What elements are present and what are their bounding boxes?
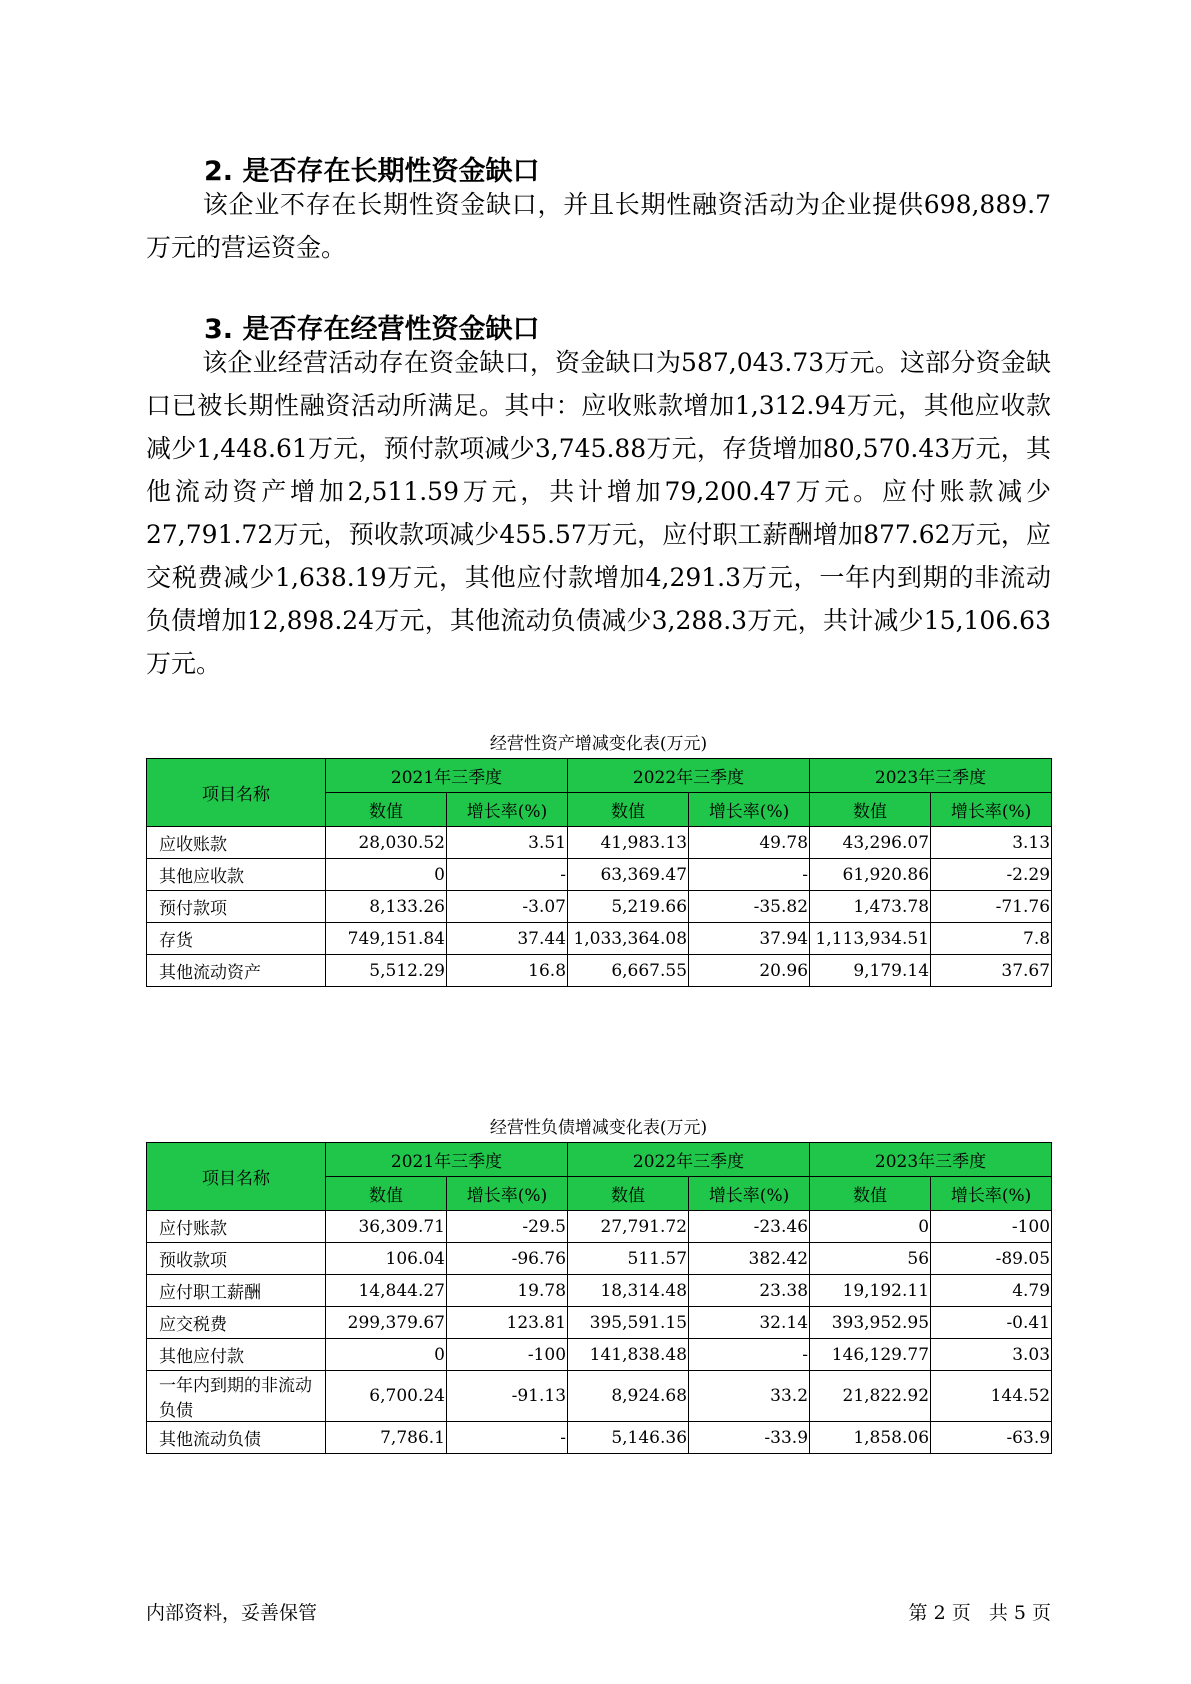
value-cell: 27,791.72	[568, 1211, 689, 1243]
growth-cell: -89.05	[931, 1243, 1052, 1275]
row-label: 应付账款	[147, 1211, 326, 1243]
value-cell: 6,667.55	[568, 955, 689, 987]
growth-cell: 33.2	[689, 1371, 810, 1422]
value-cell: 5,146.36	[568, 1422, 689, 1454]
growth-cell: 37.44	[447, 923, 568, 955]
value-cell: 5,219.66	[568, 891, 689, 923]
value-cell: 63,369.47	[568, 859, 689, 891]
growth-cell: 16.8	[447, 955, 568, 987]
header-period: 2022年三季度	[568, 1143, 810, 1177]
asset-table-caption: 经营性资产增减变化表(万元)	[489, 734, 708, 754]
growth-cell: -3.07	[447, 891, 568, 923]
row-label: 预收款项	[147, 1243, 326, 1275]
row-label: 其他应付款	[147, 1339, 326, 1371]
value-cell: 8,924.68	[568, 1371, 689, 1422]
growth-cell: 382.42	[689, 1243, 810, 1275]
row-label: 一年内到期的非流动负债	[147, 1371, 326, 1422]
table-row	[147, 1339, 1052, 1371]
liability-change-table	[146, 1142, 1052, 1454]
growth-cell: 3.13	[931, 827, 1052, 859]
row-label: 其他流动资产	[147, 955, 326, 987]
growth-cell: -	[447, 859, 568, 891]
header-value: 数值	[810, 1177, 931, 1211]
header-period: 2021年三季度	[326, 1143, 568, 1177]
header-item-name: 项目名称	[147, 759, 326, 827]
table-row	[147, 1275, 1052, 1307]
growth-cell: 37.67	[931, 955, 1052, 987]
table-row	[147, 1211, 1052, 1243]
growth-cell: -29.5	[447, 1211, 568, 1243]
value-cell: 1,033,364.08	[568, 923, 689, 955]
value-cell: 106.04	[326, 1243, 447, 1275]
growth-cell: 123.81	[447, 1307, 568, 1339]
header-value: 数值	[810, 793, 931, 827]
row-label: 其他流动负债	[147, 1422, 326, 1454]
value-cell: 1,113,934.51	[810, 923, 931, 955]
row-label: 预付款项	[147, 891, 326, 923]
growth-cell: -	[689, 1339, 810, 1371]
growth-cell: -96.76	[447, 1243, 568, 1275]
value-cell: 19,192.11	[810, 1275, 931, 1307]
table-row	[147, 1243, 1052, 1275]
asset-table-body	[147, 827, 1052, 987]
value-cell: 0	[326, 859, 447, 891]
value-cell: 41,983.13	[568, 827, 689, 859]
growth-cell: -33.9	[689, 1422, 810, 1454]
header-period: 2022年三季度	[568, 759, 810, 793]
growth-cell: 37.94	[689, 923, 810, 955]
value-cell: 8,133.26	[326, 891, 447, 923]
value-cell: 43,296.07	[810, 827, 931, 859]
row-label: 应收账款	[147, 827, 326, 859]
value-cell: 5,512.29	[326, 955, 447, 987]
growth-cell: -2.29	[931, 859, 1052, 891]
paragraph-operating-gap: 该企业经营活动存在资金缺口，资金缺口为587,043.73万元。这部分资金缺口已被长期性融资活动所满足。其中：应收账款增加1,312.94万元，其他应收款减少1,448.61万元，预付款项减少3,745.88万元，存货增加80,570.43万元，其他流动资产增加2,511.59万元，共计增加79,200.47万元。应付账款减少27,791.72万元，预收款项减少455.57万元，应付职工薪酬增加877.62万元，应交税费减少1,638.19万元，其他应付款增加4,291.3万元，一年内到期的非流动负债增加12,898.24万元，其他流动负债减少3,288.3万元，共计减少15,106.63万元。	[146, 348, 1051, 678]
row-label: 其他应收款	[147, 859, 326, 891]
growth-cell: -35.82	[689, 891, 810, 923]
growth-cell: -100	[931, 1211, 1052, 1243]
growth-cell: -	[689, 859, 810, 891]
growth-cell: 23.38	[689, 1275, 810, 1307]
growth-cell: -71.76	[931, 891, 1052, 923]
growth-cell: -100	[447, 1339, 568, 1371]
growth-cell: -63.9	[931, 1422, 1052, 1454]
growth-cell: 20.96	[689, 955, 810, 987]
growth-cell: -91.13	[447, 1371, 568, 1422]
table-row	[147, 891, 1052, 923]
header-value: 数值	[326, 793, 447, 827]
value-cell: 7,786.1	[326, 1422, 447, 1454]
value-cell: 146,129.77	[810, 1339, 931, 1371]
value-cell: 9,179.14	[810, 955, 931, 987]
header-growth: 增长率(%)	[447, 793, 568, 827]
header-period: 2023年三季度	[810, 759, 1052, 793]
paragraph-long-term-gap: 该企业不存在长期性资金缺口，并且长期性融资活动为企业提供698,889.7万元的营运资金。	[146, 190, 1051, 262]
table-row	[147, 1371, 1052, 1422]
growth-cell: 3.03	[931, 1339, 1052, 1371]
header-item-name: 项目名称	[147, 1143, 326, 1211]
growth-cell: 32.14	[689, 1307, 810, 1339]
row-label: 应交税费	[147, 1307, 326, 1339]
table-row	[147, 1422, 1052, 1454]
growth-cell: 4.79	[931, 1275, 1052, 1307]
value-cell: 0	[326, 1339, 447, 1371]
header-growth: 增长率(%)	[931, 1177, 1052, 1211]
liability-table-caption: 经营性负债增减变化表(万元)	[489, 1118, 708, 1138]
header-value: 数值	[326, 1177, 447, 1211]
growth-cell: 49.78	[689, 827, 810, 859]
section-heading-long-term-gap: 2. 是否存在长期性资金缺口	[204, 156, 540, 187]
header-value: 数值	[568, 793, 689, 827]
header-period: 2023年三季度	[810, 1143, 1052, 1177]
value-cell: 393,952.95	[810, 1307, 931, 1339]
value-cell: 141,838.48	[568, 1339, 689, 1371]
growth-cell: -	[447, 1422, 568, 1454]
growth-cell: -23.46	[689, 1211, 810, 1243]
growth-cell: 144.52	[931, 1371, 1052, 1422]
table-row	[147, 1307, 1052, 1339]
value-cell: 395,591.15	[568, 1307, 689, 1339]
header-growth: 增长率(%)	[931, 793, 1052, 827]
footer-page-number: 第 2 页 共 5 页	[908, 1602, 1051, 1624]
growth-cell: 7.8	[931, 923, 1052, 955]
value-cell: 299,379.67	[326, 1307, 447, 1339]
growth-cell: 3.51	[447, 827, 568, 859]
value-cell: 61,920.86	[810, 859, 931, 891]
header-growth: 增长率(%)	[689, 793, 810, 827]
value-cell: 18,314.48	[568, 1275, 689, 1307]
liability-table-body	[147, 1211, 1052, 1454]
value-cell: 511.57	[568, 1243, 689, 1275]
footer-confidential-note: 内部资料，妥善保管	[146, 1602, 318, 1624]
value-cell: 1,858.06	[810, 1422, 931, 1454]
value-cell: 56	[810, 1243, 931, 1275]
value-cell: 6,700.24	[326, 1371, 447, 1422]
section-heading-operating-gap: 3. 是否存在经营性资金缺口	[204, 314, 540, 345]
value-cell: 28,030.52	[326, 827, 447, 859]
row-label: 存货	[147, 923, 326, 955]
header-value: 数值	[568, 1177, 689, 1211]
table-row	[147, 859, 1052, 891]
value-cell: 1,473.78	[810, 891, 931, 923]
asset-change-table	[146, 758, 1052, 987]
value-cell: 749,151.84	[326, 923, 447, 955]
header-growth: 增长率(%)	[689, 1177, 810, 1211]
value-cell: 36,309.71	[326, 1211, 447, 1243]
growth-cell: -0.41	[931, 1307, 1052, 1339]
row-label: 应付职工薪酬	[147, 1275, 326, 1307]
value-cell: 0	[810, 1211, 931, 1243]
table-row	[147, 827, 1052, 859]
table-row	[147, 923, 1052, 955]
header-period: 2021年三季度	[326, 759, 568, 793]
table-row	[147, 955, 1052, 987]
value-cell: 21,822.92	[810, 1371, 931, 1422]
growth-cell: 19.78	[447, 1275, 568, 1307]
value-cell: 14,844.27	[326, 1275, 447, 1307]
header-growth: 增长率(%)	[447, 1177, 568, 1211]
